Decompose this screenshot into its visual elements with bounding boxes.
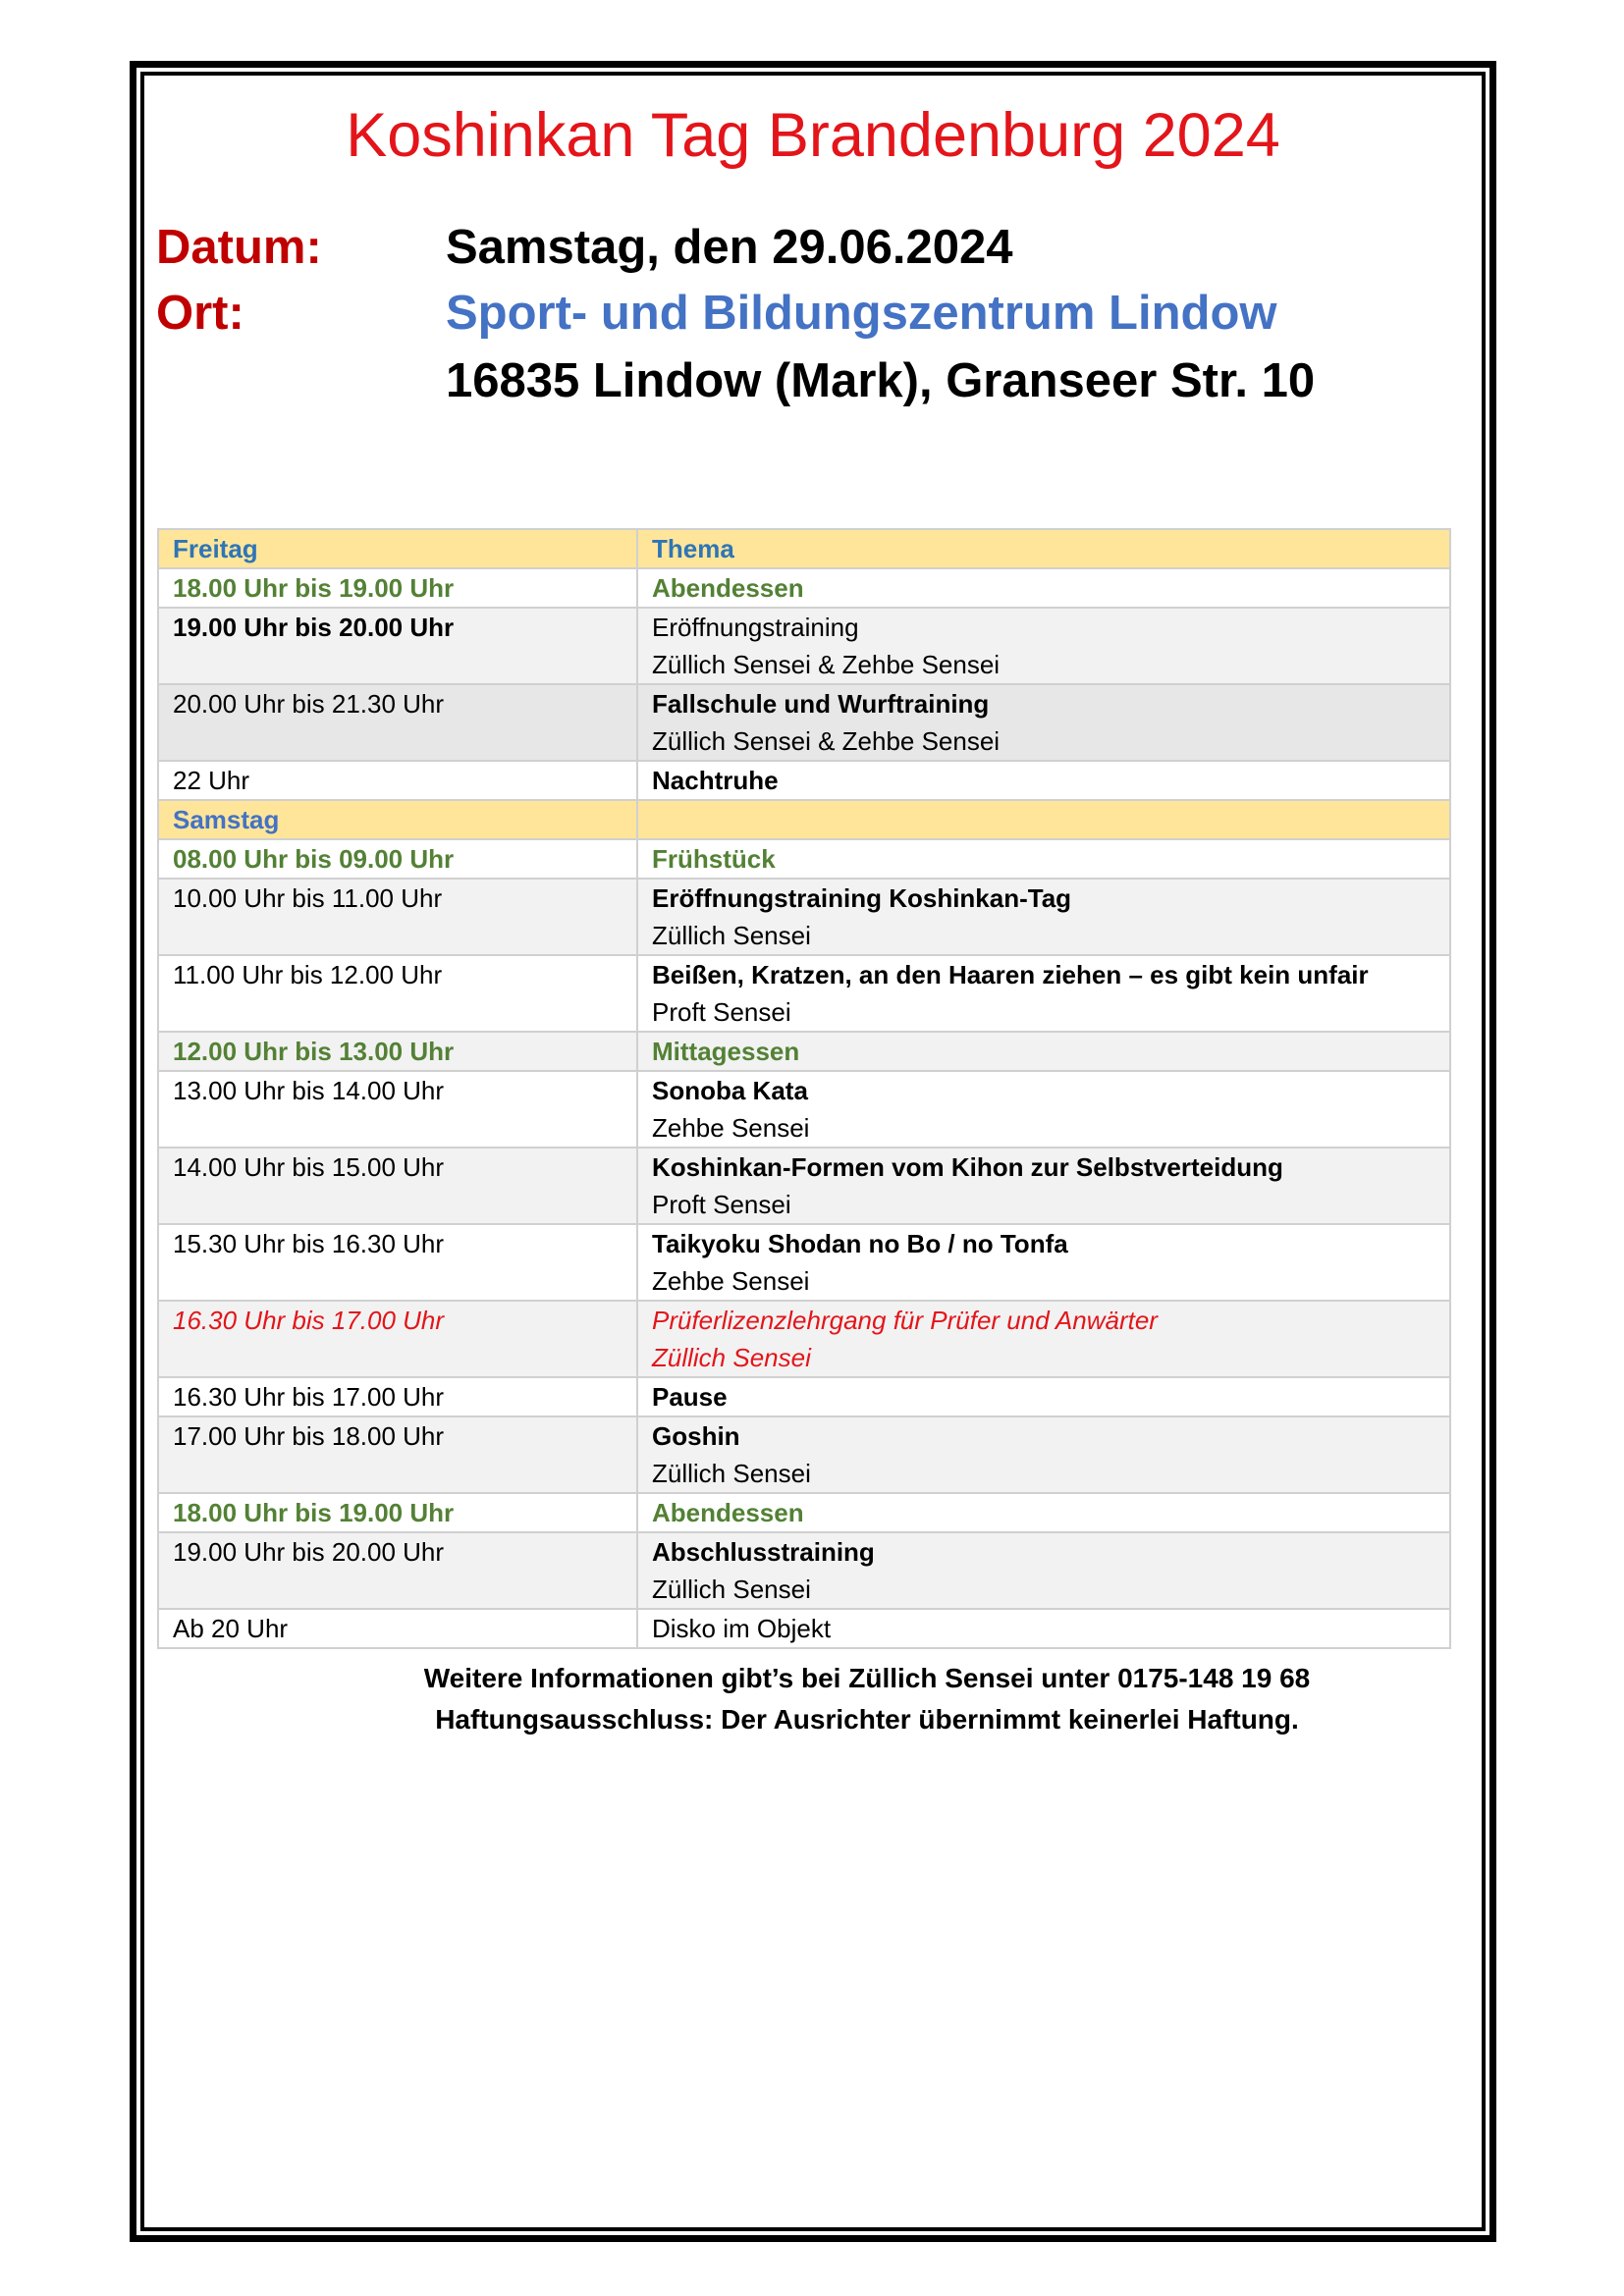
time-cell: Ab 20 Uhr: [158, 1609, 637, 1648]
trainer-name: Züllich Sensei & Zehbe Sensei: [652, 726, 1001, 756]
footer-disclaimer: Haftungsausschluss: Der Ausrichter übernimmt keinerlei Haftung.: [435, 1704, 1299, 1735]
topic-cell: [637, 879, 1450, 955]
trainer-name: Züllich Sensei & Zehbe Sensei: [652, 650, 1001, 679]
table-row: [158, 839, 1450, 879]
time-cell: 10.00 Uhr bis 11.00 Uhr: [158, 879, 637, 955]
topic-cell: [637, 1532, 1450, 1609]
place-name: Sport- und Bildungszentrum Lindow: [446, 287, 1277, 340]
topic-cell: [637, 1224, 1450, 1301]
time-cell: 13.00 Uhr bis 14.00 Uhr: [158, 1071, 637, 1148]
table-row: [158, 1532, 1450, 1609]
time-cell: 08.00 Uhr bis 09.00 Uhr: [158, 839, 637, 879]
topic-cell: Pause: [637, 1377, 1450, 1416]
place-address: 16835 Lindow (Mark), Granseer Str. 10: [446, 354, 1316, 407]
trainer-name: Züllich Sensei: [652, 1343, 811, 1372]
time-cell: 11.00 Uhr bis 12.00 Uhr: [158, 955, 637, 1032]
table-header-row: [158, 529, 1450, 568]
trainer-name: Züllich Sensei: [652, 921, 811, 950]
topic-title: Prüferlizenzlehrgang für Prüfer und Anwärter: [652, 1306, 1158, 1335]
topic-cell: Disko im Objekt: [637, 1609, 1450, 1648]
table-row: [158, 879, 1450, 955]
time-cell: 18.00 Uhr bis 19.00 Uhr: [158, 568, 637, 608]
time-cell: 16.30 Uhr bis 17.00 Uhr: [158, 1301, 637, 1377]
topic-cell: [637, 608, 1450, 684]
time-cell: 19.00 Uhr bis 20.00 Uhr: [158, 608, 637, 684]
table-row: [158, 1224, 1450, 1301]
topic-cell: Mittagessen: [637, 1032, 1450, 1071]
time-cell: 20.00 Uhr bis 21.30 Uhr: [158, 684, 637, 761]
topic-title: Beißen, Kratzen, an den Haaren ziehen – es gibt kein unfair: [652, 960, 1369, 989]
topic-title: Sonoba Kata: [652, 1076, 808, 1105]
time-cell: 14.00 Uhr bis 15.00 Uhr: [158, 1148, 637, 1224]
schedule-table: [157, 528, 1451, 1649]
time-cell: 17.00 Uhr bis 18.00 Uhr: [158, 1416, 637, 1493]
footer-contact: Weitere Informationen gibt’s bei Züllich Sensei unter 0175-148 19 68: [423, 1663, 1311, 1693]
topic-title: Taikyoku Shodan no Bo / no Tonfa: [652, 1229, 1068, 1258]
header-day: Freitag: [158, 529, 637, 568]
time-cell: 16.30 Uhr bis 17.00 Uhr: [158, 1377, 637, 1416]
time-cell: 18.00 Uhr bis 19.00 Uhr: [158, 1493, 637, 1532]
trainer-name: Züllich Sensei: [652, 1575, 811, 1604]
header-day: Samstag: [158, 800, 637, 839]
table-row: [158, 1609, 1450, 1648]
topic-title: Eröffnungstraining Koshinkan-Tag: [652, 883, 1072, 913]
table-row: [158, 955, 1450, 1032]
topic-cell: Abendessen: [637, 1493, 1450, 1532]
page-title: Koshinkan Tag Brandenburg 2024: [346, 101, 1280, 170]
topic-title: Koshinkan-Formen vom Kihon zur Selbstverteidung: [652, 1152, 1283, 1182]
trainer-name: Züllich Sensei: [652, 1459, 811, 1488]
topic-title: Eröffnungstraining: [652, 613, 859, 642]
trainer-name: Proft Sensei: [652, 1190, 791, 1219]
topic-cell: [637, 955, 1450, 1032]
table-row: [158, 1416, 1450, 1493]
trainer-name: Zehbe Sensei: [652, 1113, 810, 1143]
table-row: [158, 608, 1450, 684]
topic-cell: [637, 1416, 1450, 1493]
header-topic: Thema: [637, 529, 1450, 568]
time-cell: 15.30 Uhr bis 16.30 Uhr: [158, 1224, 637, 1301]
table-row: [158, 568, 1450, 608]
topic-cell: Abendessen: [637, 568, 1450, 608]
table-row: [158, 684, 1450, 761]
table-row: [158, 1377, 1450, 1416]
topic-cell: [637, 1301, 1450, 1377]
trainer-name: Proft Sensei: [652, 997, 791, 1027]
table-row: [158, 1493, 1450, 1532]
table-row: [158, 1032, 1450, 1071]
topic-title: Abschlusstraining: [652, 1537, 875, 1567]
time-cell: 22 Uhr: [158, 761, 637, 800]
header-topic: [637, 800, 1450, 839]
day-header-row: [158, 800, 1450, 839]
table-row: [158, 1148, 1450, 1224]
topic-cell: Frühstück: [637, 839, 1450, 879]
date-label: Datum:: [156, 221, 322, 274]
time-cell: 12.00 Uhr bis 13.00 Uhr: [158, 1032, 637, 1071]
date-value: Samstag, den 29.06.2024: [446, 221, 1013, 274]
topic-title: Goshin: [652, 1421, 740, 1451]
table-row: [158, 1301, 1450, 1377]
table-row: [158, 1071, 1450, 1148]
topic-cell: [637, 684, 1450, 761]
topic-title: Fallschule und Wurftraining: [652, 689, 990, 719]
table-row: [158, 761, 1450, 800]
topic-cell: [637, 1071, 1450, 1148]
topic-cell: [637, 1148, 1450, 1224]
time-cell: 19.00 Uhr bis 20.00 Uhr: [158, 1532, 637, 1609]
trainer-name: Zehbe Sensei: [652, 1266, 810, 1296]
topic-cell: Nachtruhe: [637, 761, 1450, 800]
place-label: Ort:: [156, 287, 244, 340]
